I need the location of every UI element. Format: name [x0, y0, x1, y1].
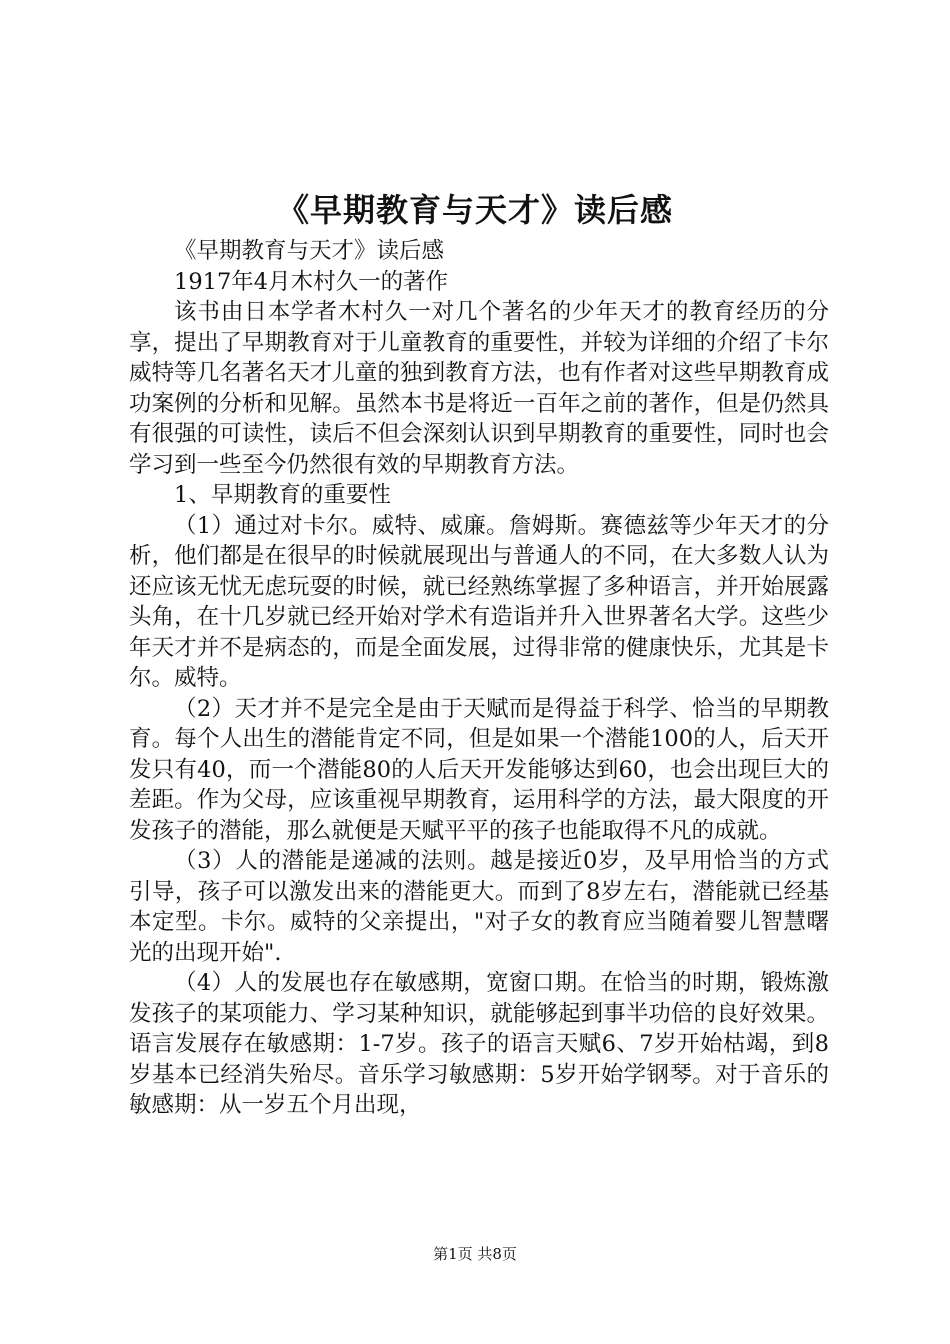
paragraph-source: 1917年4月木村久一的著作 — [174, 268, 449, 295]
paragraph-subtitle: 《早期教育与天才》读后感 — [174, 238, 445, 264]
paragraph-point-1: （1）通过对卡尔。威特、威廉。詹姆斯。赛德兹等少年天才的分析，他们都是在很早的时候就展现出与普通人的不同，在大多数人认为还应该无忧无虑玩耍的时候，就已经熟练掌握了多种语言，并开始展露头角，在十几岁就已经开始对学术有造诣并升入世界著名大学。这些少年天才并不是病态的，而是全面发展，过得非常的健康快乐，尤其是卡尔。威特。 — [129, 512, 829, 691]
document-title: 《早期教育与天才》读后感 — [276, 191, 673, 229]
document-body — [129, 236, 829, 1121]
paragraph-point-4: （4）人的发展也存在敏感期，宽窗口期。在恰当的时期，锻炼激发孩子的某项能力、学习某种知识，就能够起到事半功倍的良好效果。语言发展存在敏感期：1-7岁。孩子的语言天赋6、7岁开始枯竭，到8岁基本已经消失殆尽。音乐学习敏感期：5岁开始学钢琴。对于音乐的敏感期：从一岁五个月出现， — [129, 970, 829, 1118]
page-footer: 第1页 共8页 — [433, 1245, 517, 1263]
section-heading: 1、早期教育的重要性 — [174, 482, 391, 508]
paragraph-point-3: （3）人的潜能是递减的法则。越是接近0岁，及早用恰当的方式引导，孩子可以激发出来的潜能更大。而到了8岁左右，潜能就已经基本定型。卡尔。威特的父亲提出，"对子女的教育应当随着婴儿智慧曙光的出现开始". — [129, 848, 829, 966]
paragraph-point-2: （2）天才并不是完全是由于天赋而是得益于科学、恰当的早期教育。每个人出生的潜能肯定不同，但是如果一个潜能100的人，后天开发只有40，而一个潜能80的人后天开发能够达到60，也会出现巨大的差距。作为父母，应该重视早期教育，运用科学的方法，最大限度的开发孩子的潜能，那么就便是天赋平平的孩子也能取得不凡的成就。 — [129, 695, 829, 844]
paragraph-intro: 该书由日本学者木村久一对几个著名的少年天才的教育经历的分享，提出了早期教育对于儿童教育的重要性，并较为详细的介绍了卡尔威特等几名著名天才儿童的独到教育方法，也有作者对这些早期教育成功案例的分析和见解。虽然本书是将近一百年之前的著作，但是仍然具有很强的可读性，读后不但会深刻认识到早期教育的重要性，同时也会学习到一些至今仍然很有效的早期教育方法。 — [129, 299, 829, 478]
